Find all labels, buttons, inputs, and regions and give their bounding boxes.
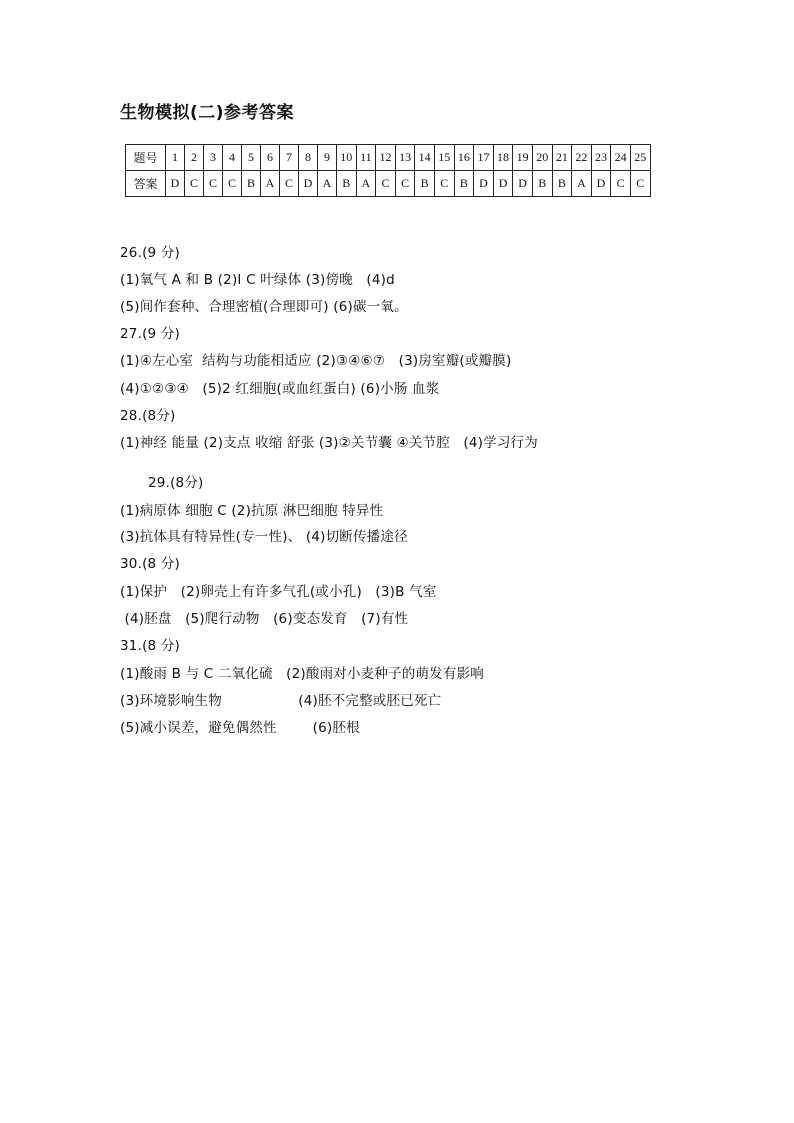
question-number-cell: 10	[337, 145, 357, 171]
answer-cell: D	[166, 171, 185, 197]
section-30-line-2: (4)胚盘 (5)爬行动物 (6)变态发育 (7)有性	[120, 611, 409, 627]
section-29-line-2: (3)抗体具有特异性(专一性)、 (4)切断传播途径	[120, 529, 408, 545]
answer-cell: B	[532, 171, 552, 197]
answer-cell: C	[376, 171, 396, 197]
question-number-cell: 18	[493, 145, 513, 171]
section-27-line-2: (4)①②③④ (5)2 红细胞(或血红蛋白) (6)小肠 血浆	[120, 381, 440, 397]
question-number-cell: 6	[261, 145, 280, 171]
section-31-line-2: (3)环境影响生物 (4)胚不完整或胚已死亡	[120, 693, 442, 709]
question-number-cell: 17	[474, 145, 494, 171]
question-number-cell: 8	[299, 145, 318, 171]
section-27-line-1: (1)④左心室 结构与功能相适应 (2)③④⑥⑦ (3)房室瓣(或瓣膜)	[120, 353, 512, 369]
question-number-cell: 24	[611, 145, 631, 171]
section-27-heading: 27.(9 分)	[120, 326, 180, 342]
answer-cell: B	[454, 171, 474, 197]
section-31-heading: 31.(8 分)	[120, 638, 180, 654]
question-number-cell: 22	[572, 145, 592, 171]
answer-cell: A	[572, 171, 592, 197]
answer-cell: C	[630, 171, 650, 197]
answer-cell: D	[299, 171, 318, 197]
section-30-heading: 30.(8 分)	[120, 556, 180, 572]
answer-table	[125, 144, 651, 197]
section-30-line-1: (1)保护 (2)卵壳上有许多气孔(或小孔) (3)B 气室	[120, 584, 437, 600]
question-number-cell: 15	[434, 145, 454, 171]
question-number-cell: 21	[552, 145, 572, 171]
answer-cell: D	[513, 171, 533, 197]
question-number-cell: 5	[242, 145, 261, 171]
question-number-cell: 19	[513, 145, 533, 171]
question-number-cell: 16	[454, 145, 474, 171]
answer-cell: A	[261, 171, 280, 197]
question-number-cell: 20	[532, 145, 552, 171]
section-31-line-1: (1)酸雨 B 与 C 二氧化硫 (2)酸雨对小麦种子的萌发有影响	[120, 666, 484, 682]
question-number-cell: 25	[630, 145, 650, 171]
question-number-cell: 11	[356, 145, 376, 171]
answer-cell: C	[185, 171, 204, 197]
answer-cell: C	[280, 171, 299, 197]
section-26-line-2: (5)间作套种、合理密植(合理即可) (6)碳一氧。	[120, 299, 408, 315]
question-number-cell: 9	[318, 145, 337, 171]
question-number-cell: 4	[223, 145, 242, 171]
answer-cell: C	[204, 171, 223, 197]
row-label-answer: 答案	[126, 171, 166, 197]
answer-cell: B	[337, 171, 357, 197]
section-28-heading: 28.(8分)	[120, 408, 176, 424]
section-29-line-1: (1)病原体 细胞 C (2)抗原 淋巴细胞 特异性	[120, 503, 384, 519]
question-number-cell: 7	[280, 145, 299, 171]
answer-cell: B	[242, 171, 261, 197]
question-number-cell: 12	[376, 145, 396, 171]
row-label-number: 题号	[126, 145, 166, 171]
answer-row	[126, 171, 651, 197]
question-number-cell: 23	[591, 145, 611, 171]
section-28-line-1: (1)神经 能量 (2)支点 收缩 舒张 (3)②关节囊 ④关节腔 (4)学习行为	[120, 435, 538, 451]
page-title: 生物模拟(二)参考答案	[120, 103, 295, 123]
section-29-heading: 29.(8分)	[148, 475, 204, 491]
answer-cell: A	[318, 171, 337, 197]
question-number-cell: 1	[166, 145, 185, 171]
answer-cell: A	[356, 171, 376, 197]
answer-cell: D	[591, 171, 611, 197]
question-number-cell: 14	[415, 145, 435, 171]
answer-cell: C	[611, 171, 631, 197]
question-number-cell: 2	[185, 145, 204, 171]
answer-cell: D	[474, 171, 494, 197]
section-26-line-1: (1)氧气 A 和 B (2)Ⅰ C 叶绿体 (3)傍晚 (4)d	[120, 272, 395, 288]
section-26-heading: 26.(9 分)	[120, 245, 180, 261]
question-number-cell: 13	[395, 145, 415, 171]
answer-cell: B	[415, 171, 435, 197]
question-number-cell: 3	[204, 145, 223, 171]
section-31-line-3: (5)减小误差，避免偶然性 (6)胚根	[120, 720, 360, 736]
answer-cell: B	[552, 171, 572, 197]
answer-cell: D	[493, 171, 513, 197]
question-number-row	[126, 145, 651, 171]
answer-cell: C	[434, 171, 454, 197]
answer-cell: C	[395, 171, 415, 197]
answer-cell: C	[223, 171, 242, 197]
